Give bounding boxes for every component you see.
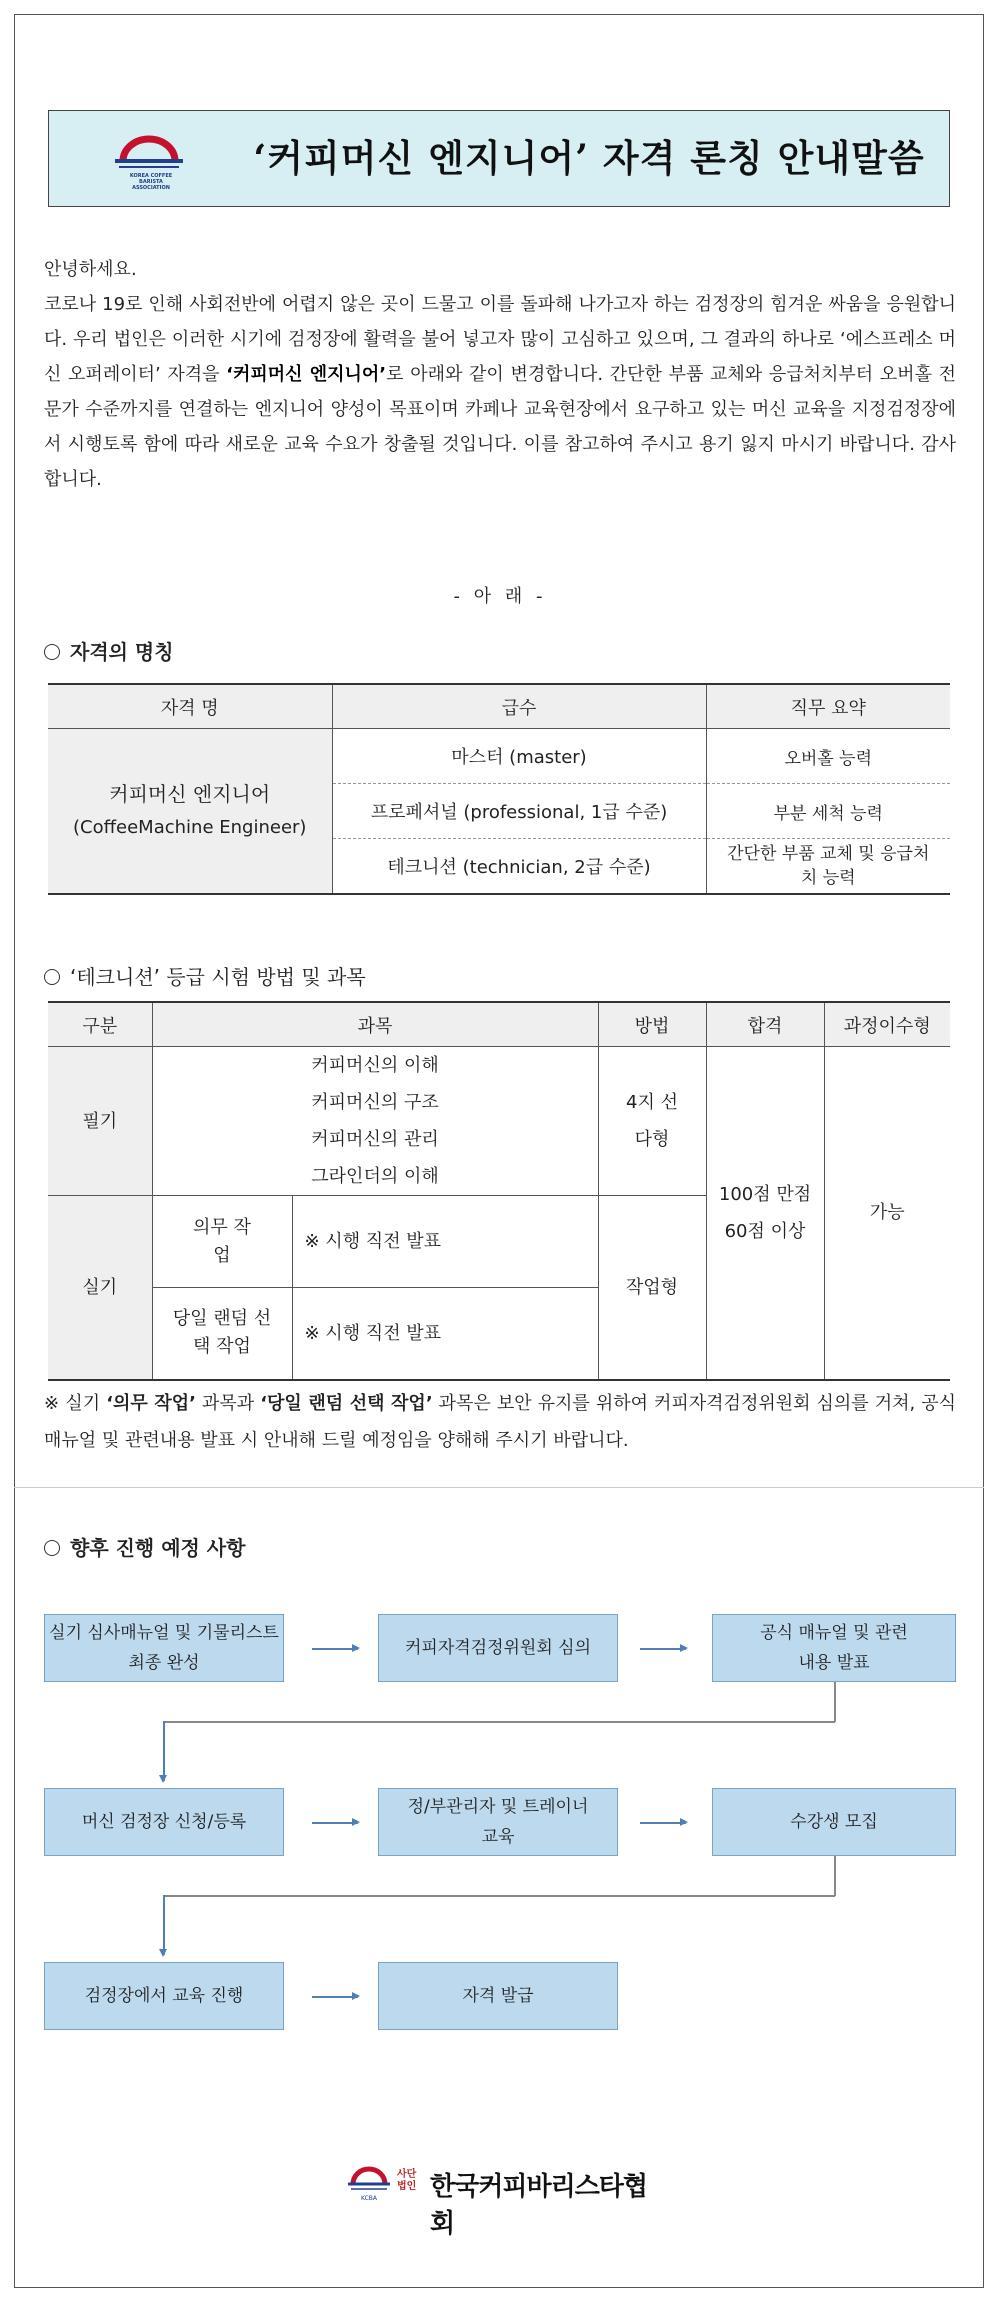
qual-name: 커피머신 엔지니어 <box>109 782 271 806</box>
header-duty: 직무 요약 <box>706 684 950 729</box>
table-row <box>48 729 950 784</box>
title-banner <box>48 110 950 207</box>
flow-connector <box>163 1721 835 1723</box>
flow-step-5: 정/부관리자 및 트레이너 교육 <box>378 1788 618 1856</box>
footer-org-name: 한국커피바리스타협회 <box>430 2172 648 2239</box>
grade-cell: 프로페셔널 (professional, 1급 수준) <box>332 784 706 839</box>
circle-bullet-icon <box>44 969 60 985</box>
table-header-row <box>48 684 950 729</box>
grade-cell: 테크니션 (technician, 2급 수준) <box>332 839 706 895</box>
table-header-row <box>48 1002 950 1047</box>
practical-method: 작업형 <box>598 1196 706 1380</box>
pass-criteria: 100점 만점 60점 이상 <box>706 1047 824 1380</box>
section-title-qualification-name <box>44 636 174 665</box>
circle-bullet-icon <box>44 644 60 660</box>
flow-connector <box>834 1856 836 1896</box>
duty-cell: 간단한 부품 교체 및 응급처치 능력 <box>727 844 930 888</box>
logo-text: KOREA COFFEE BARISTA ASSOCIATION <box>129 173 173 191</box>
section3-title-text: 향후 진행 예정 사항 <box>70 1536 246 1560</box>
flow-step-4: 머신 검정장 신청/등록 <box>44 1788 284 1856</box>
duty-cell: 부분 세척 능력 <box>706 784 950 839</box>
below-label: - 아 래 - <box>453 586 547 607</box>
flow-step-2: 커피자격검정위원회 심의 <box>378 1614 618 1682</box>
practical-task-1-note: ※ 시행 직전 발표 <box>292 1196 598 1288</box>
subject-item: 커피머신의 이해 <box>311 1055 439 1076</box>
duty-cell: 오버홀 능력 <box>706 729 950 784</box>
practical-task-2: 당일 랜덤 선택 작업 <box>152 1288 292 1380</box>
flow-step-1: 실기 심사매뉴얼 및 기물리스트 최종 완성 <box>44 1614 284 1682</box>
course-available: 가능 <box>824 1047 950 1380</box>
right-arrow-icon <box>640 1822 686 1824</box>
intro-bold-name: ‘커피머신 엔지니어’ <box>226 364 387 385</box>
practical-task-1: 의무 작업 <box>152 1196 292 1288</box>
header-qual-name: 자격 명 <box>48 684 332 729</box>
page-title: ‘커피머신 엔지니어’ 자격 론칭 안내말씀 <box>253 136 925 180</box>
intro-paragraph <box>44 287 956 497</box>
header-subject: 과목 <box>152 1002 598 1047</box>
flow-connector <box>834 1682 836 1722</box>
subject-item: 커피머신의 관리 <box>311 1129 439 1150</box>
section-title-schedule <box>44 1532 245 1561</box>
flow-step-3: 공식 매뉴얼 및 관련내용 발표 <box>712 1614 956 1682</box>
note-part: 과목은 보안 유지를 위하여 커피자격검정위원회 심의를 거쳐, 공식 매뉴얼 및 관련내용 발표 시 안내해 드릴 예정임을 양해해 주시기 바랍니다. <box>44 1393 956 1451</box>
flow-step-6: 수강생 모집 <box>712 1788 956 1856</box>
header-category: 구분 <box>48 1002 152 1047</box>
practical-label: 실기 <box>48 1196 152 1380</box>
association-logo <box>109 131 189 191</box>
note-bold: ‘의무 작업’ <box>106 1393 196 1414</box>
subject-item: 커피머신의 구조 <box>311 1092 439 1113</box>
section-title-exam <box>44 961 366 990</box>
footer-logo <box>345 2160 665 2239</box>
header-pass: 합격 <box>706 1002 824 1047</box>
association-emblem-icon <box>345 2162 393 2206</box>
note-part: 과목과 <box>195 1393 261 1414</box>
right-arrow-icon <box>312 1648 358 1650</box>
greeting: 안녕하세요. <box>44 259 137 280</box>
circle-bullet-icon <box>44 1540 60 1556</box>
qual-name-cell <box>48 729 332 895</box>
flow-step-7: 검정장에서 교육 진행 <box>44 1962 284 2030</box>
note-bold: ‘당일 랜덤 선택 작업’ <box>260 1393 433 1414</box>
written-subjects <box>152 1047 598 1196</box>
down-arrow-icon <box>163 1895 165 1955</box>
subject-item: 그라인더의 이해 <box>311 1166 439 1187</box>
qualification-table <box>48 683 950 895</box>
right-arrow-icon <box>640 1648 686 1650</box>
exam-table <box>48 1001 950 1381</box>
exam-note <box>44 1385 956 1459</box>
intro-part-1: 코로나 19로 인해 사회전반에 어렵지 않은 곳이 드물고 이를 돌파해 나가고자 하는 검정장의 힘겨운 싸움을 응원합니다. 우리 법인은 이러한 시기에 검정장에 활력을 불어 넣고자 많이 고심하고 있으며, 그 결과의 하나로 ‘에스프레소 머신 오퍼레이터’ 자격을 <box>44 294 956 385</box>
written-label: 필기 <box>48 1047 152 1196</box>
down-arrow-icon <box>163 1721 165 1781</box>
footer-prefix: 사단 법인 <box>397 2169 417 2192</box>
section1-title-text: 자격의 명칭 <box>70 640 174 664</box>
right-arrow-icon <box>312 1996 358 1998</box>
grade-cell: 마스터 (master) <box>332 729 706 784</box>
header-grade: 급수 <box>332 684 706 729</box>
header-method: 방법 <box>598 1002 706 1047</box>
intro-text <box>44 252 956 497</box>
header-course: 과정이수형 <box>824 1002 950 1047</box>
qual-name-en: (CoffeeMachine Engineer) <box>73 817 307 838</box>
flow-step-8: 자격 발급 <box>378 1962 618 2030</box>
intro-part-2: 로 아래와 같이 변경합니다. 간단한 부품 교체와 응급처치부터 오버홀 전문가 수준까지를 연결하는 엔지니어 양성이 목표이며 카페나 교육현장에서 요구하고 있는 머신 교육을 지정검정장에서 시행토록 함에 따라 새로운 교육 수요가 창출될 것입니다. 이를 참고하여 주시고 용기 잃지 마시기 바랍니다. 감사합니다. <box>44 364 956 490</box>
section-divider <box>14 1487 984 1488</box>
flow-connector <box>163 1895 835 1897</box>
svg-text:KCBA: KCBA <box>360 2195 378 2202</box>
right-arrow-icon <box>312 1822 358 1824</box>
table-row <box>48 1047 950 1196</box>
section2-title-text: ‘테크니션’ 등급 시험 방법 및 과목 <box>70 965 366 989</box>
practical-task-2-note: ※ 시행 직전 발표 <box>292 1288 598 1380</box>
note-part: ※ 실기 <box>44 1393 107 1414</box>
written-method: 4지 선다형 <box>598 1047 706 1196</box>
